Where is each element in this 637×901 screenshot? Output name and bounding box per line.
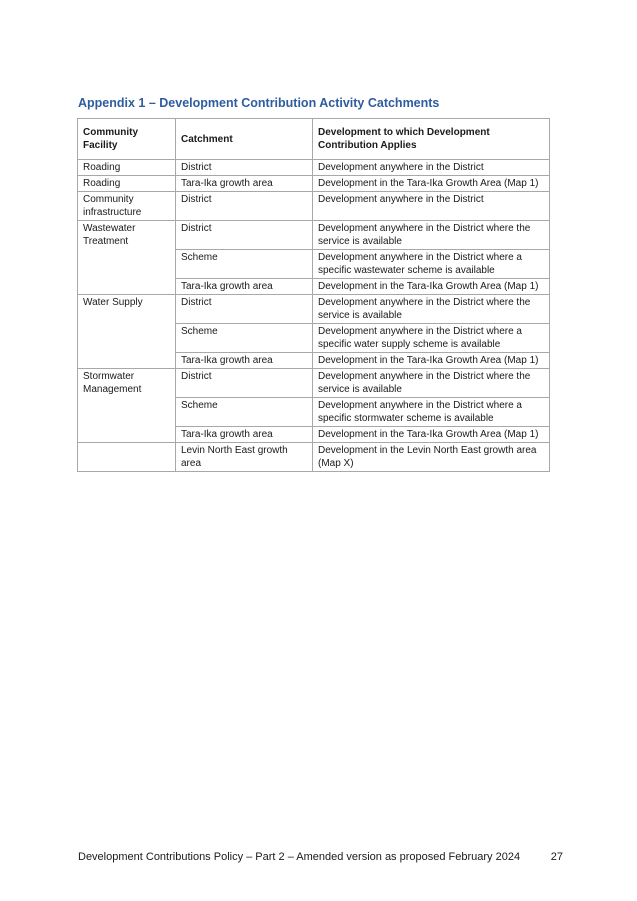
header-development-applies: Development to which Development Contribution Applies bbox=[313, 119, 550, 160]
applies-cell: Development in the Levin North East growth area (Map X) bbox=[313, 443, 550, 472]
catchment-cell: Tara-Ika growth area bbox=[176, 279, 313, 295]
catchment-cell: District bbox=[176, 160, 313, 176]
applies-cell: Development anywhere in the District where a specific wastewater scheme is available bbox=[313, 250, 550, 279]
applies-cell: Development in the Tara-Ika Growth Area (Map 1) bbox=[313, 353, 550, 369]
table-row bbox=[78, 192, 550, 221]
facility-cell: Stormwater Management bbox=[78, 369, 176, 443]
catchment-cell: Tara-Ika growth area bbox=[176, 353, 313, 369]
catchment-cell: District bbox=[176, 221, 313, 250]
header-catchment: Catchment bbox=[176, 119, 313, 160]
page-footer bbox=[78, 851, 563, 863]
table-header bbox=[78, 119, 550, 160]
applies-cell: Development anywhere in the District where the service is available bbox=[313, 221, 550, 250]
appendix-heading: Appendix 1 – Development Contribution Activity Catchments bbox=[78, 96, 440, 110]
facility-cell: Water Supply bbox=[78, 295, 176, 369]
table-row bbox=[78, 443, 550, 472]
facility-cell bbox=[78, 443, 176, 472]
facility-cell: Roading bbox=[78, 176, 176, 192]
table-row bbox=[78, 295, 550, 324]
table-row bbox=[78, 369, 550, 398]
applies-cell: Development anywhere in the District where a specific stormwater scheme is available bbox=[313, 398, 550, 427]
catchment-cell: Scheme bbox=[176, 250, 313, 279]
catchment-cell: Levin North East growth area bbox=[176, 443, 313, 472]
table-row bbox=[78, 176, 550, 192]
catchment-cell: District bbox=[176, 192, 313, 221]
catchment-cell: District bbox=[176, 295, 313, 324]
applies-cell: Development anywhere in the District where the service is available bbox=[313, 295, 550, 324]
catchment-cell: Scheme bbox=[176, 324, 313, 353]
table-row bbox=[78, 221, 550, 250]
catchments-table bbox=[77, 118, 550, 472]
header-row bbox=[78, 119, 550, 160]
applies-cell: Development anywhere in the District bbox=[313, 160, 550, 176]
catchment-cell: Tara-Ika growth area bbox=[176, 427, 313, 443]
facility-cell: Wastewater Treatment bbox=[78, 221, 176, 295]
table-row bbox=[78, 160, 550, 176]
facility-cell: Community infrastructure bbox=[78, 192, 176, 221]
catchment-cell: District bbox=[176, 369, 313, 398]
catchment-cell: Tara-Ika growth area bbox=[176, 176, 313, 192]
applies-cell: Development anywhere in the District where a specific water supply scheme is available bbox=[313, 324, 550, 353]
table-body bbox=[78, 160, 550, 472]
facility-cell: Roading bbox=[78, 160, 176, 176]
applies-cell: Development anywhere in the District bbox=[313, 192, 550, 221]
applies-cell: Development in the Tara-Ika Growth Area (Map 1) bbox=[313, 176, 550, 192]
applies-cell: Development in the Tara-Ika Growth Area (Map 1) bbox=[313, 279, 550, 295]
footer-text: Development Contributions Policy – Part 2 – Amended version as proposed February 2024 bbox=[78, 851, 521, 863]
applies-cell: Development anywhere in the District where the service is available bbox=[313, 369, 550, 398]
page-number: 27 bbox=[550, 851, 563, 863]
catchment-cell: Scheme bbox=[176, 398, 313, 427]
applies-cell: Development in the Tara-Ika Growth Area (Map 1) bbox=[313, 427, 550, 443]
header-community-facility: Community Facility bbox=[78, 119, 176, 160]
